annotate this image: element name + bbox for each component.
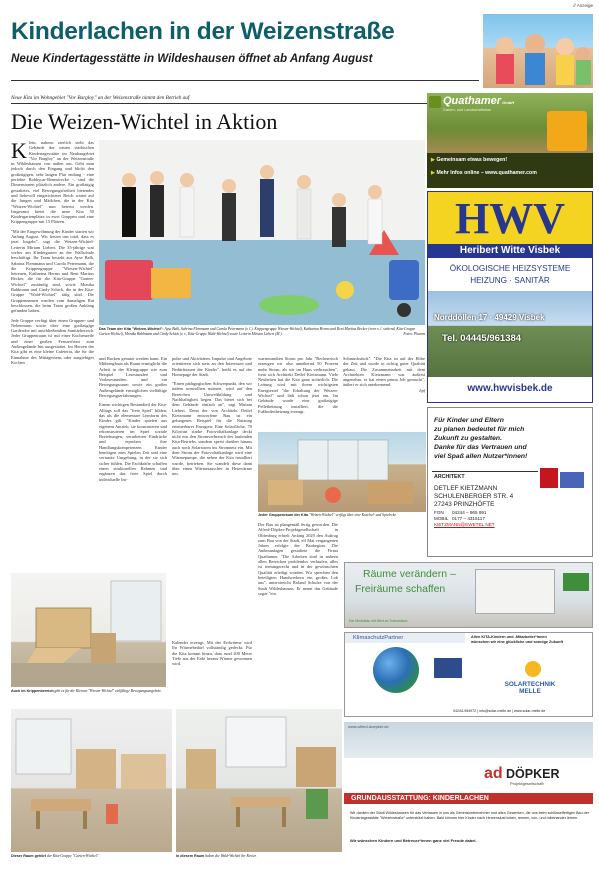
doepker-name: DÖPKER <box>506 767 560 781</box>
hwv-company: Heribert Witte Visbek <box>428 244 592 258</box>
melle-text1: Allen KiTA-Kindern und -Mitarbeiter*innen <box>471 635 547 639</box>
article-paragraph-1: lein, nahezu zierlich sieht das Gebäude der neuen städtischen Kindertagesstätte im Neubaugebiet "Vor Bargloy" an der Weizenstraße in Wildeshausen von außen aus. Geht man jedoch durch den Eingang und blickt den großzügigen, sehr langen Flur entlang - eine perfekte Bobbycar-Rennstrecke -, sind die Dimensionen plötzlich andere. Ein großzügig gestaltetes, viel Bewegungsfreiheit bietendes und liebevoll eingerichtetes Reich wartet auf die Jungen und Mädchen, die in der Kita "Weizen-Wichtel" nun betreut werden. Insgesamt bietet die neue Kita 50 Kindergartenplätze in zwei Gruppen und eine Krippengruppe mit 15 Plätzen. <box>11 140 94 225</box>
wald-caption-text: haben die Wald-Wichtel ihr Revier. <box>205 854 257 858</box>
kietzmann-contact <box>434 485 513 509</box>
quathamer-tagline: Garten- und Landschaftsbau <box>443 108 492 112</box>
quathamer-line1-wrap <box>431 157 507 163</box>
krippe-caption-text: gibt es für die Kleinen "Wiesen-Wichtel" vielfältige Bewegungsangebote. <box>54 689 162 693</box>
hwv-phone[interactable]: Tel. 04445/961384 <box>442 333 522 344</box>
col4-paragraph-3: Der Bau ist plangemäß fertig geworden. Die Alfred-Döpker-Projektgesellschaft in Oldenburg erhielt Anfang 2020 den Auftrag zum Bau von der Stadt, elf Mai vergangenen Jahres erfolgte der Baubeginn. Die Außenanlagen gestaltete die Firma Quathamer. "Die Arbeiten sind in nahezu allen Bereichen problemlos verlaufen, alles ist termingerecht und in der gewünschten Qualität erledigt worden. Wir sprechen den beteiligten Handwerkern ein großes Lob aus", unterstreicht Roland Schulze von der Stadt Wildeshausen. Er nennt das Gebäude sogar "ein <box>258 522 338 596</box>
melle-contact[interactable]: 04244-954972 | info@solar-melle.de | www.solar-melle.de <box>453 709 546 713</box>
kietzmann-logo-red <box>540 468 558 488</box>
ad-akquart[interactable] <box>344 562 593 628</box>
kietzmann-mobil-label: MOBIL <box>434 515 449 521</box>
kietzmann-phones <box>434 510 495 527</box>
team-photo-art <box>99 140 425 325</box>
ad-hwv[interactable] <box>427 191 593 403</box>
kietzmann-msg2: zu planen bedeutet für mich <box>434 426 525 433</box>
hwv-address: Norddöllen 17 · 49429 Visbek <box>434 313 545 322</box>
akquart-footer: Der Modulbau mit Wert an Transmissio <box>349 619 408 623</box>
kids-photo-art <box>483 14 593 88</box>
photo-credit: Fotos: Pluarm <box>403 331 425 336</box>
col3-paragraph-1: pulse und Aktivitäten. Impulse und Angebote orientieren sich stets an den Interessen und Bedürfnissen der Kinder", heißt es auf der Homepage der Stadt. <box>172 356 252 377</box>
page-title: Kinderlachen in der Weizenstraße <box>11 18 395 45</box>
article-col1 <box>11 140 94 365</box>
wald-room-photo-art <box>176 709 342 852</box>
kietzmann-msg5: viel Spaß allen Nutzer*innen! <box>434 453 528 460</box>
doepker-logo-mark: ad <box>484 765 503 782</box>
garden-caption-text: "Weizen-Wichtel" verfügt über eine Kuschel- und Spielecke. <box>308 513 397 517</box>
kietzmann-email[interactable]: KIETZMANN@EWETEL.NET <box>434 521 495 527</box>
article-col5 <box>343 356 425 393</box>
kietzmann-city: 27243 PRINZHÖFTE <box>434 501 495 508</box>
quathamer-arrow-icon: ▶ <box>431 157 437 163</box>
krippe-caption-title: Auch im Krippenbereich <box>11 689 54 693</box>
wald-caption <box>176 854 342 859</box>
team-photo <box>99 140 425 325</box>
col2-paragraph-2: Einem wichtigen Bestandteil der Kita-Alltags soll das "freie Spiel" bilden, das als die elementare Lernform des Kindes gilt. "Kinder spielen aus eigenem Antrieb, sie konstruieren und rekonstruieren im Spiel soziale Beziehungen, verarbeiten Eindrücke und erproben ihre Handlungskompetenzen. Kinder benötigen zum Spielen Zeit und eine vertraute Umgebung, in der sie sich sicher fühlen. Die Fachkräfte schaffen einen strukturellen Rahmen und ergänzen das freie Spiel durch individuelle Im- <box>99 402 167 482</box>
wald-caption-title: In diesem Raum <box>176 854 205 858</box>
quathamer-line2[interactable]: Mehr Infos online – www.quathamer.com <box>436 170 537 176</box>
hwv-service2: HEIZUNG · SANITÄR <box>470 276 550 285</box>
garden-caption <box>258 513 426 518</box>
kietzmann-role: ARCHITEKT <box>434 474 465 480</box>
doepker-closing: Wir wünschen Kindern und Betreuer*innen ganz viel Freude dabei. <box>350 838 477 843</box>
doepker-text: Wir danken der Stadt Wildeshausen für das Vertrauen in uns als Generalunternehmer und allen Gewerken, die uns beim schlüsselfertigen Bau der Kindertagesstätte "Weizenstraße" unterstützt haben. Bald können hier Kinder nach Herzenslust toben, rennen, von- und miteinander lernen. <box>350 811 590 820</box>
krippe-photo <box>11 573 166 687</box>
quathamer-excavator <box>547 111 587 151</box>
col3-paragraph-2: "Einen pädagogischen Schwerpunkt, den wir indem umwollten müssen, wird auf den Bereichen Umweltbildung und Nachhaltigkeit liegen. Das bietet sich bei dem Gebäude einfach an", sagt Miriam Liebert. Denn der von Architekt Detlef Kietzmann entworfene Bau ist ein gelungenes Beispiel für die Nutzung erneuerbarer Energien: Eine Solarfläche, 70 Kilowatt starke Fotovoltaikanlage deckt nicht nur den Stromverbrauch des laufenden Kita-Betriebs, sondern speist darüber hinaus auch noch Solarstrom ins Stromnetz ein. Mit dem Strom der Fotovoltaikanlage wird eine Wärmepumpe, die neben der Kita installiert wurde, betrieben. Sie wandelt diese dann über einen Wärmetauscher in Heizwärme um. <box>172 381 252 477</box>
ad-doepker[interactable] <box>344 722 593 864</box>
akquart-logo <box>563 573 589 591</box>
akquart-headline1: Räume verändern – <box>363 568 456 580</box>
kietzmann-mobil[interactable]: 0177 – 4315117 <box>452 515 485 521</box>
kietzmann-logo-blue <box>560 472 584 488</box>
team-caption-text: Ayse Balk, Sabrina Flemmann und Carola Petermann (v. l.), Krippengruppe Wiesen-Wichtel), Katharina Herms und Reni Martius Becker (vorn v. l. stehend, Kita-Gruppe Garten-Wichtel), Monika Bahlmann und Cindy Schick (v. r., Kita-Gruppe Wald-Wichtel) sowie Leiterin Miriam Liebert (M.). <box>99 327 416 336</box>
doepker-web[interactable]: www.alfred-doepker.de <box>348 724 389 729</box>
team-caption <box>99 327 425 336</box>
garten-room-photo <box>11 709 172 852</box>
melle-logo: SOLARTECHNIK MELLE <box>504 681 556 695</box>
quathamer-line1: Gemeinsam etwas bewegen! <box>436 157 508 163</box>
article-col3 <box>172 356 252 477</box>
hwv-service1: ÖKOLOGISCHE HEIZSYSTEME <box>449 264 571 273</box>
ad-kietzmann[interactable] <box>427 407 593 557</box>
hwv-logo: HWV <box>455 194 565 243</box>
garten-caption <box>11 854 172 859</box>
krippe-caption <box>11 689 166 694</box>
quathamer-name-text: Quathamer <box>443 95 502 107</box>
quathamer-line2-wrap <box>431 170 537 176</box>
quathamer-name <box>443 95 514 107</box>
doepker-banner: GRUNDAUSSTATTUNG: KINDERLACHEN <box>344 793 593 804</box>
article-col2 <box>99 356 167 482</box>
kietzmann-logo <box>540 468 586 490</box>
page-subtitle: Neue Kindertagesstätte in Wildeshausen öffnet ab Anfang August <box>11 52 373 65</box>
col2-paragraph-1: und Backen genutzt werden kann. Ein Mitbringhaus als Raum ermöglicht die Arbeit in der Kleingruppe wie zum Beispiel Lesestunden und Vorlesestunden, und ein Bewegungsraum sowie ein großes Außengelände ermöglichen vielfältige Bewegungserfahrungen. <box>99 356 167 399</box>
akquart-building <box>475 569 555 614</box>
kicker-rule <box>11 103 427 104</box>
quathamer-logo-mark <box>429 96 441 108</box>
melle-sun-icon <box>525 661 541 677</box>
col4-paragraph-1: warmwandten Strom pro Jahr "Rechnerisch erzeugen wir also annähernd 50 Prozent mehr Strom, als wir im Haus verbrauchen", freut sich Architekt Detlef Kietzmann. Viele Neuheiten hat die Kita ganz sicherlich: Die Leitung wird mit ihrem wichtigsten Energieziel "die Erhaltung der Weizen-Wichtel" und lädt schon jetzt ein. Im Gebäude wurde eine großzügige Pelletheizung installiert, die die Fußbodenheizung erzeugt. <box>258 356 338 414</box>
article-paragraph-2: "Mit der Eingewöhnung der Kinder starten wir Anfang August. Wir freuen uns total, dass es jetzt losgeht", sagt die Weizen-Wichtel-Leiterin Miriam Liebert. Die 35-jährige war vorher am Kindergarten an der Wallschule beschäftigt. Ihr Team besteht aus Ayse Balk, Sabrina Flemmann und Carola Petermann, die die Krippengruppe "Wiesen-Wichtel" betreuen, Katharina Herms und Reni Martius Becker, die für die Kita-Gruppe "Garten-Wichtel" zuständig sind, sowie Monika Bahlmann und Cindy Schick, die in der Kita-Gruppe "Wald-Wichtel" tätig sind. Die Gruppennamen wurden vom damaligen Rat beschlossen, die beim Team großen Anklang gefunden haben. <box>11 228 94 314</box>
garden-photo <box>258 432 426 512</box>
hwv-photo <box>428 291 592 377</box>
kids-photo <box>483 14 593 88</box>
melle-label: KlimaschutzPartner <box>345 633 465 643</box>
quathamer-arrow2-icon: ▶ <box>431 170 437 176</box>
krippe-photo-art <box>11 573 166 687</box>
kietzmann-message <box>434 416 590 461</box>
kietzmann-name: DETLEF KIETZMANN <box>434 485 498 492</box>
kietzmann-msg1: Für Kinder und Eltern <box>434 417 504 424</box>
garten-caption-title: Dieser Raum gehört <box>11 854 47 858</box>
ad-melle[interactable] <box>344 632 593 717</box>
article-paragraph-3: Jede Gruppe verfügt über einen Gruppen- und Nebenraum sowie über eine großzügige Garderobe mit anschließendem Sanitärbereich. Jeder Gruppenraum ist mit einer Kuchenzeile und einer großen Fensterfront zum Außengelände hin ausgestattet. Im Herzen der Kita gibt es eine kleine Cafeteria, die für die Einnahme des Mittagessens oder ausgiebiges Kochen <box>11 317 94 365</box>
col3-paragraph-3: Kalender erzeugt. Mit der Erdwärme wird Ihr Wärmebedarf vollständig gedeckt. Für die Kita kommt hinzu, dass rund 200 Meter Tiefe aus der Erde heraus Wärme gewonnen wird. <box>172 640 252 667</box>
team-caption-title: Das Team der Kita "Weizen-Wichtel": <box>99 327 164 331</box>
article-headline: Die Weizen-Wichtel in Aktion <box>11 109 278 134</box>
anzeige-label: // Anzeige <box>573 3 593 8</box>
article-col3-lower <box>172 640 252 666</box>
article-col4 <box>258 356 338 414</box>
article-kicker: Neue Kita im Wohngebiet "Vor Bargloy" an der Weizenstraße nimmt den Betrieb auf <box>11 95 190 101</box>
melle-globe-icon <box>373 647 419 693</box>
quathamer-suffix: GmbH <box>502 100 515 105</box>
doepker-sub: Projektgesellschaft <box>510 781 544 786</box>
kietzmann-msg4: Danke für das Vertrauen und <box>434 444 527 451</box>
kietzmann-msg3: Zukunft zu gestalten. <box>434 435 502 442</box>
akquart-headline2: Freiräume schaffen <box>355 583 446 595</box>
kietzmann-fon[interactable]: 04244 – 965 991 <box>452 510 487 515</box>
garten-room-photo-art <box>11 709 172 852</box>
hwv-web[interactable]: www.hwvisbek.de <box>467 383 553 394</box>
garden-caption-title: Jeder Gruppenraum der Kita <box>258 513 308 517</box>
melle-panel <box>433 657 463 679</box>
kietzmann-divider <box>432 471 538 472</box>
ad-quathamer[interactable] <box>427 93 593 188</box>
col5-paragraph-1: Schmuckstück". "Die Kita ist auf der Höhe der Zeit und wurde in richtig guter Qualität gebaut. Die Zusammenarbeit mit dem Architekten Kietzmann war äußerst angenehm, er hat einen prima Job gemacht", äußert er sich anerkennend. <box>343 356 425 388</box>
melle-text2: wünschen wir eine glückliche und sonnige Zukunft <box>471 639 563 644</box>
wald-room-photo <box>176 709 342 852</box>
article-col4-lower <box>258 522 338 596</box>
masthead-divider <box>11 80 479 81</box>
kietzmann-street: SCHULENBERGER STR. 4 <box>434 493 514 500</box>
kietzmann-fon-label: FON <box>434 510 444 515</box>
drop-cap: K <box>11 138 27 163</box>
garten-caption-text: der Kita-Gruppe "Garten-Wichtel". <box>46 854 100 858</box>
byline: bpf <box>419 387 425 393</box>
garden-photo-art <box>258 432 426 512</box>
melle-text <box>471 635 591 645</box>
